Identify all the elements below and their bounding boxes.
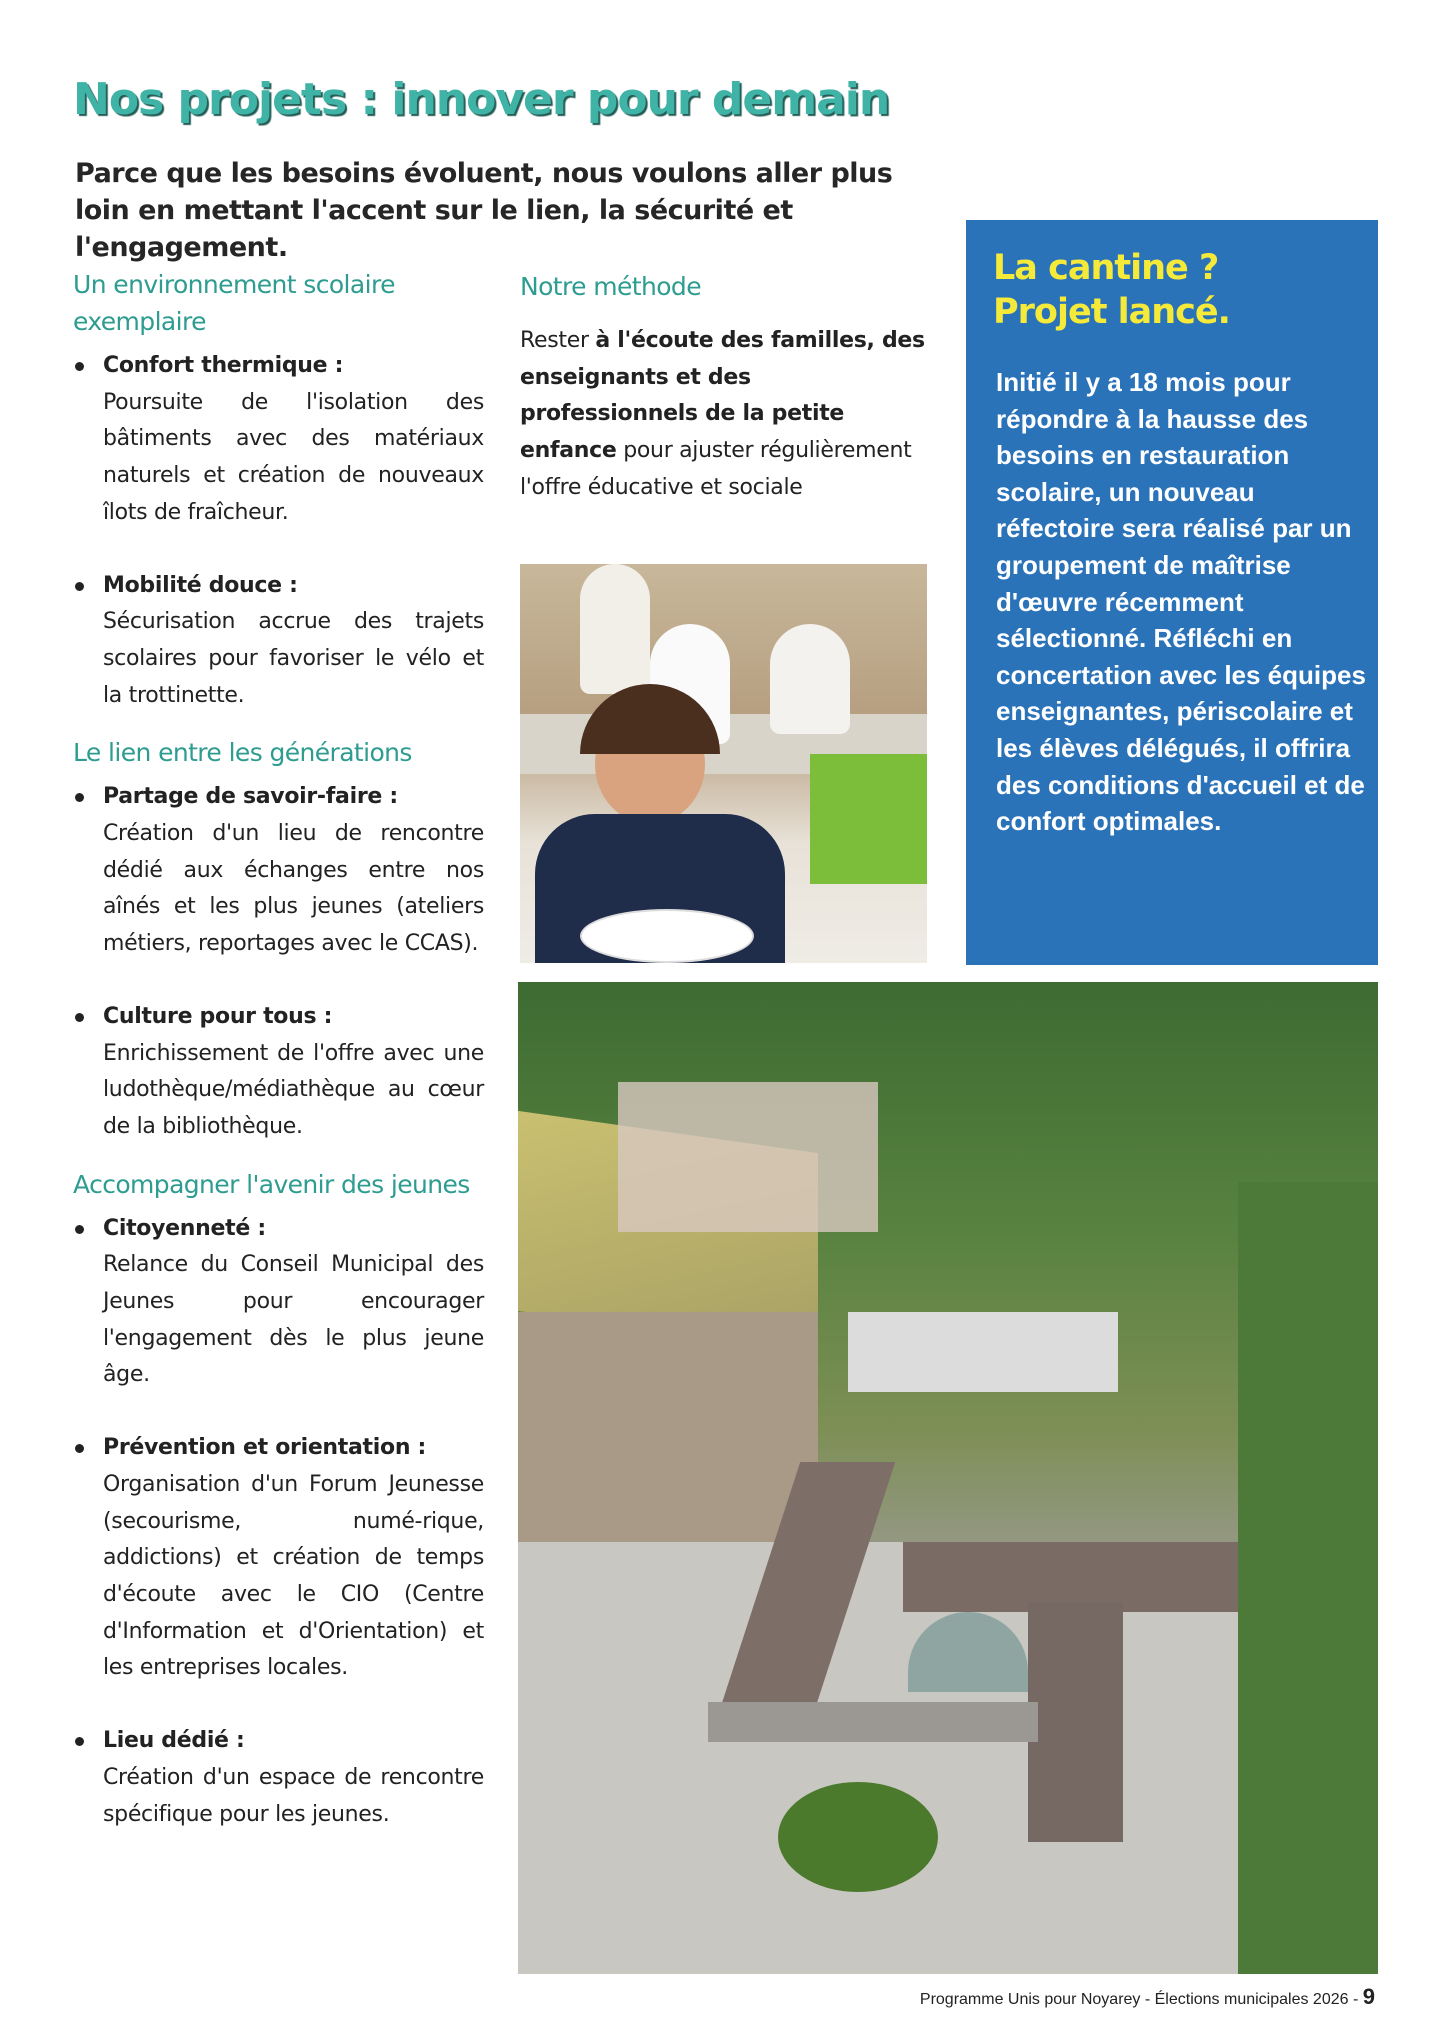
callout-title-line2: Projet lancé. (993, 292, 1230, 332)
cantine-children-photo (520, 564, 927, 963)
section-school (73, 266, 484, 714)
callout-title-line1: La cantine ? (993, 248, 1219, 288)
section-youth (73, 1166, 484, 1834)
method-text-pre: Rester (520, 328, 596, 353)
method-section (520, 268, 930, 507)
page-subtitle: Parce que les besoins évoluent, nous voulons aller plus loin en mettant l'accent sur le lien, la sécurité et l'engagement. (75, 158, 893, 263)
item-label: Culture pour tous : (103, 1003, 333, 1029)
list-item (73, 1723, 484, 1833)
method-text-bold: à l'écoute des familles, des enseignants et des professionnels de la petite enfance (520, 328, 925, 464)
item-text: Poursuite de l'isolation des bâtiments avec des matériaux naturels et création de nouveaux îlots de fraîcheur. (103, 389, 484, 525)
left-column (73, 266, 484, 1869)
item-text: Relance du Conseil Municipal des Jeunes pour encourager l'engagement dès le plus jeune âge. (103, 1252, 484, 1388)
footer-text: Programme Unis pour Noyarey - Élections municipales 2026 - (919, 1991, 1363, 2008)
item-label: Confort thermique : (103, 353, 344, 378)
section-heading: Accompagner l'avenir des jeunes (73, 1169, 470, 1199)
list-item (73, 568, 484, 715)
page-number: 9 (1362, 1984, 1375, 2009)
callout-body: Initié il y a 18 mois pour répondre à la hausse des besoins en restauration scolaire, un nouveau réfectoire sera réalisé par un groupement de maîtrise d'œuvre récemment sélectionné. Réfléchi en concertation avec les équipes enseignantes, périscolaire et les élèves délégués, il offrira des conditions d'accueil et de confort optimales. (996, 367, 1366, 837)
list-item (73, 348, 484, 532)
method-text-post: pour ajuster régulièrement l'offre éducative et sociale (520, 438, 912, 500)
section-heading: Le lien entre les générations (73, 738, 412, 768)
item-text: Création d'un espace de rencontre spécifique pour les jeunes. (103, 1764, 484, 1827)
page-footer (920, 1984, 1375, 2010)
item-text: Sécurisation accrue des trajets scolaires pour favoriser le vélo et la trottinette. (103, 609, 484, 708)
item-label: Partage de savoir-faire : (103, 784, 398, 810)
list-item (73, 999, 484, 1146)
item-label: Lieu dédié : (103, 1728, 245, 1754)
list-item (73, 1211, 484, 1395)
school-aerial-photo (518, 982, 1378, 1974)
item-label: Mobilité douce : (103, 572, 298, 598)
page-title: Nos projets : innover pour demain (73, 74, 890, 125)
method-text (520, 323, 930, 507)
item-text: Création d'un lieu de rencontre dédié aux échanges entre nos aînés et les plus jeunes (ateliers métiers, reportages avec le CCAS). (103, 821, 484, 957)
list-item (73, 1430, 484, 1687)
cantine-callout (966, 220, 1378, 965)
item-text: Organisation d'un Forum Jeunesse (secourisme, numé-rique, addictions) et création de temps d'écoute avec le CIO (Centre d'Information et d'Orientation) et les entreprises locales. (103, 1471, 484, 1681)
list-item (73, 779, 484, 963)
section-heading: Notre méthode (520, 272, 701, 301)
item-label: Prévention et orientation : (103, 1435, 427, 1461)
section-generations (73, 734, 484, 1145)
item-label: Citoyenneté : (103, 1215, 266, 1241)
callout-title (993, 246, 1230, 334)
section-heading: Un environnement scolaire exemplaire (73, 270, 395, 336)
item-text: Enrichissement de l'offre avec une ludothèque/médiathèque au cœur de la bibliothèque. (103, 1040, 484, 1139)
